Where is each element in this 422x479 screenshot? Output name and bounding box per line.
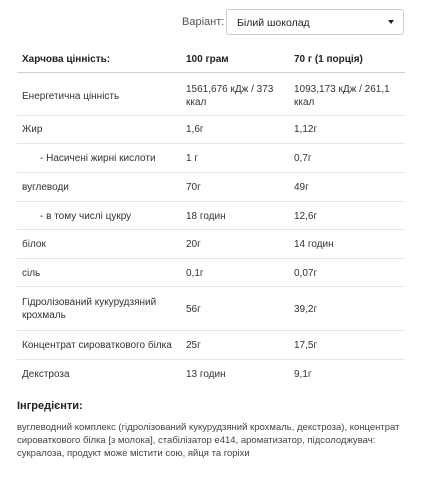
table-row [17, 144, 405, 173]
row-per-serving: 14 годин [294, 239, 334, 250]
row-per100: 25г [186, 340, 201, 351]
row-name: вуглеводи [22, 182, 69, 193]
row-per-serving: 0,7г [294, 153, 312, 164]
ingredients-line: сукралоза, продукт може містити сою, яйця та горіхи [17, 448, 250, 459]
row-name: Декстроза [22, 369, 70, 380]
table-row [17, 202, 405, 230]
row-per-serving: 1093,173 кДж / 261,1 ккал [294, 84, 390, 108]
row-name: - в тому числі цукру [40, 211, 132, 222]
row-name: - Насичені жирні кислоти [40, 153, 156, 164]
row-per100: 1 г [186, 153, 198, 164]
row-per100: 18 годин [186, 211, 226, 222]
variant-label: Варіант: [182, 16, 225, 28]
variant-row [0, 9, 422, 37]
variant-select[interactable] [226, 9, 404, 35]
row-name: Концентрат сироваткового білка [22, 340, 172, 351]
table-header-row [17, 46, 405, 73]
row-per-serving: 12,6г [294, 211, 318, 222]
ingredients-line: сироваткового білка [з молока], стабілізатор е414, ароматизатор, підсолоджувач: [17, 435, 376, 446]
row-per-serving: 17,5г [294, 340, 318, 351]
row-per-serving: 1,12г [294, 124, 318, 135]
row-per100: 1561,676 кДж / 373 ккал [186, 84, 274, 108]
row-per-serving: 49г [294, 182, 309, 193]
table-row [17, 230, 405, 259]
row-per-serving: 39,2г [294, 304, 318, 315]
header-name: Харчова цінність: [22, 54, 111, 65]
row-name: сіль [22, 268, 41, 279]
ingredients-section [17, 400, 405, 460]
table-row [17, 173, 405, 202]
row-per100: 20г [186, 239, 201, 250]
table-row [17, 73, 405, 116]
row-per100: 70г [186, 182, 201, 193]
row-per100: 0,1г [186, 268, 204, 279]
table-row [17, 287, 405, 331]
ingredients-line: вуглеводний комплекс (гідролізований кукурудзяний крохмаль, декстроза), концентрат [17, 422, 400, 433]
table-row [17, 116, 405, 144]
nutrition-table [17, 46, 405, 388]
ingredients-text [17, 421, 405, 460]
row-per100: 1,6г [186, 124, 204, 135]
row-per100: 56г [186, 304, 201, 315]
row-per100: 13 годин [186, 369, 226, 380]
variant-selected-value: Білий шоколад [237, 17, 310, 29]
row-per-serving: 0,07г [294, 268, 318, 279]
chevron-down-icon [388, 20, 394, 24]
header-per-serving: 70 г (1 порція) [294, 54, 363, 65]
row-name: Енергетична цінність [22, 91, 120, 102]
table-row [17, 360, 405, 388]
ingredients-title: Інгредієнти: [17, 400, 83, 412]
row-per-serving: 9,1г [294, 369, 312, 380]
row-name: білок [22, 239, 46, 250]
row-name: Гідролізований кукурудзяний крохмаль [22, 297, 157, 321]
table-row [17, 331, 405, 360]
row-name: Жир [22, 124, 43, 135]
table-row [17, 259, 405, 287]
header-per100: 100 грам [186, 54, 229, 65]
